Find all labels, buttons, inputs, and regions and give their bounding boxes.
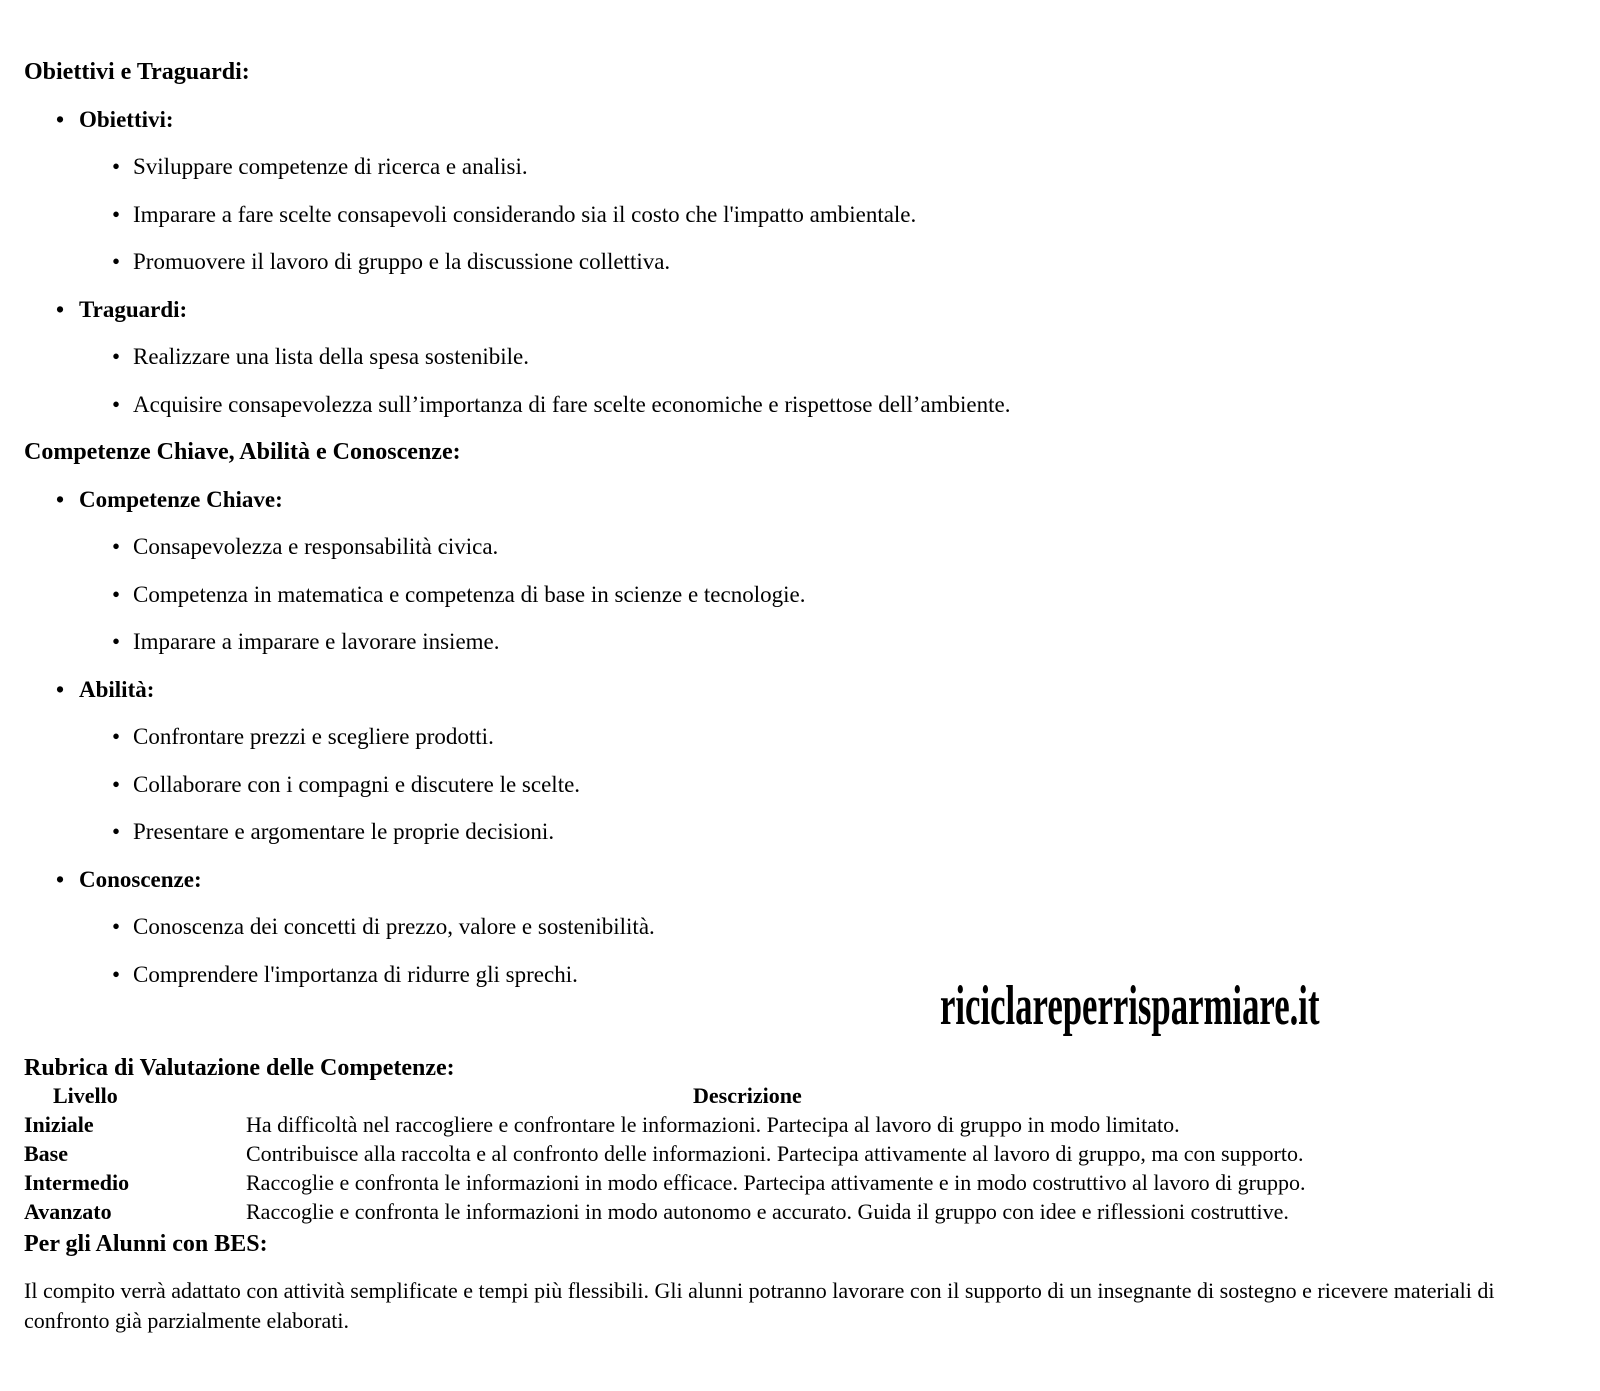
list-text: Collaborare con i compagni e discutere le scelte. [133, 771, 581, 797]
list-item-competenze-chiave-label [24, 487, 1570, 513]
bullet-icon [112, 392, 120, 418]
bullet-icon [112, 534, 120, 560]
list-item-traguardi-label [24, 297, 1570, 323]
bullet-icon [112, 914, 120, 940]
rubric-level: Intermedio [24, 1169, 130, 1195]
list-text: Consapevolezza e responsabilità civica. [133, 534, 499, 559]
bullet-icon [56, 867, 64, 893]
rubric-table-header-row [24, 1081, 1570, 1110]
rubric-level: Iniziale [24, 1111, 94, 1137]
bullet-icon [112, 819, 120, 845]
list-text: Promuovere il lavoro di gruppo e la discussione collettiva. [133, 249, 671, 274]
list-item [24, 344, 1570, 370]
list-item-conoscenze-label [24, 867, 1570, 893]
bullet-icon [112, 582, 120, 608]
list-label: Competenze Chiave: [79, 486, 283, 512]
list-item [24, 582, 1570, 608]
list-item [24, 724, 1570, 750]
list-text: Presentare e argomentare le proprie decisioni. [133, 819, 555, 844]
list-text: Imparare a fare scelte consapevoli considerando sia il costo che l'impatto ambientale. [133, 201, 917, 227]
list-text: Sviluppare competenze di ricerca e analisi. [133, 154, 528, 179]
bullet-icon [56, 677, 64, 703]
table-row [24, 1139, 1570, 1168]
bullet-icon [112, 202, 120, 228]
bullet-icon [112, 249, 120, 275]
bullet-icon [56, 297, 64, 323]
list-item-abilita-label [24, 677, 1570, 703]
bullet-icon [112, 724, 120, 750]
list-item [24, 629, 1570, 655]
list-item [24, 249, 1570, 275]
list-item [24, 392, 1570, 418]
rubric-description: Contribuisce alla raccolta e al confronto delle informazioni. Partecipa attivamente al lavoro di gruppo, ma con supporto. [246, 1140, 1304, 1166]
list-item [24, 914, 1570, 940]
list-label: Traguardi: [79, 296, 188, 322]
list-item [24, 154, 1570, 180]
bullet-icon [56, 487, 64, 513]
list-text: Comprendere l'importanza di ridurre gli sprechi. [133, 961, 578, 987]
bes-paragraph: Il compito verrà adattato con attività semplificate e tempi più flessibili. Gli alunni potranno lavorare con il supporto di un insegnante di sostegno e ricevere materiali di confronto già parzialmente elaborati. [24, 1278, 1495, 1333]
list-item [24, 772, 1570, 798]
rubric-description: Raccoglie e confronta le informazioni in modo autonomo e accurato. Guida il gruppo con idee e riflessioni costruttive. [246, 1198, 1289, 1224]
list-text: Confrontare prezzi e scegliere prodotti. [133, 724, 494, 749]
bullet-icon [112, 344, 120, 370]
list-text: Imparare a imparare e lavorare insieme. [133, 629, 500, 654]
list-text: Acquisire consapevolezza sull’importanza di fare scelte economiche e rispettose dell’ambiente. [133, 391, 1011, 417]
list-item-obiettivi-label [24, 107, 1570, 133]
heading-competenze: Competenze Chiave, Abilità e Conoscenze: [24, 439, 461, 465]
bullet-icon [112, 772, 120, 798]
list-item [24, 819, 1570, 845]
heading-bes: Per gli Alunni con BES: [24, 1231, 268, 1257]
heading-obiettivi-traguardi: Obiettivi e Traguardi: [24, 59, 250, 85]
list-label: Conoscenze: [79, 866, 202, 892]
rubric-column-header-descrizione: Descrizione [693, 1082, 802, 1108]
rubric-description: Raccoglie e confronta le informazioni in modo efficace. Partecipa attivamente e in modo costruttivo al lavoro di gruppo. [246, 1169, 1306, 1195]
rubric-description: Ha difficoltà nel raccogliere e confrontare le informazioni. Partecipa al lavoro di gruppo in modo limitato. [246, 1111, 1180, 1137]
table-row [24, 1110, 1570, 1139]
heading-rubrica: Rubrica di Valutazione delle Competenze: [24, 1054, 455, 1081]
list-item [24, 962, 1570, 988]
bullet-icon [56, 107, 64, 133]
table-row [24, 1197, 1570, 1226]
list-text: Conoscenza dei concetti di prezzo, valore e sostenibilità. [133, 914, 655, 939]
list-label: Abilità: [79, 676, 155, 702]
rubric-level: Base [24, 1140, 68, 1166]
list-label: Obiettivi: [79, 106, 174, 132]
bullet-icon [112, 154, 120, 180]
rubric-level: Avanzato [24, 1198, 112, 1224]
bullet-icon [112, 962, 120, 988]
rubric-column-header-livello: Livello [53, 1082, 118, 1108]
rubric-table [24, 1081, 1570, 1226]
list-text: Competenza in matematica e competenza di base in scienze e tecnologie. [133, 581, 806, 607]
watermark-site-name: riciclareperrisparmiare.it [940, 975, 1320, 1037]
list-item [24, 202, 1570, 228]
bullet-icon [112, 629, 120, 655]
table-row [24, 1168, 1570, 1197]
list-text: Realizzare una lista della spesa sostenibile. [133, 344, 529, 369]
list-item [24, 534, 1570, 560]
